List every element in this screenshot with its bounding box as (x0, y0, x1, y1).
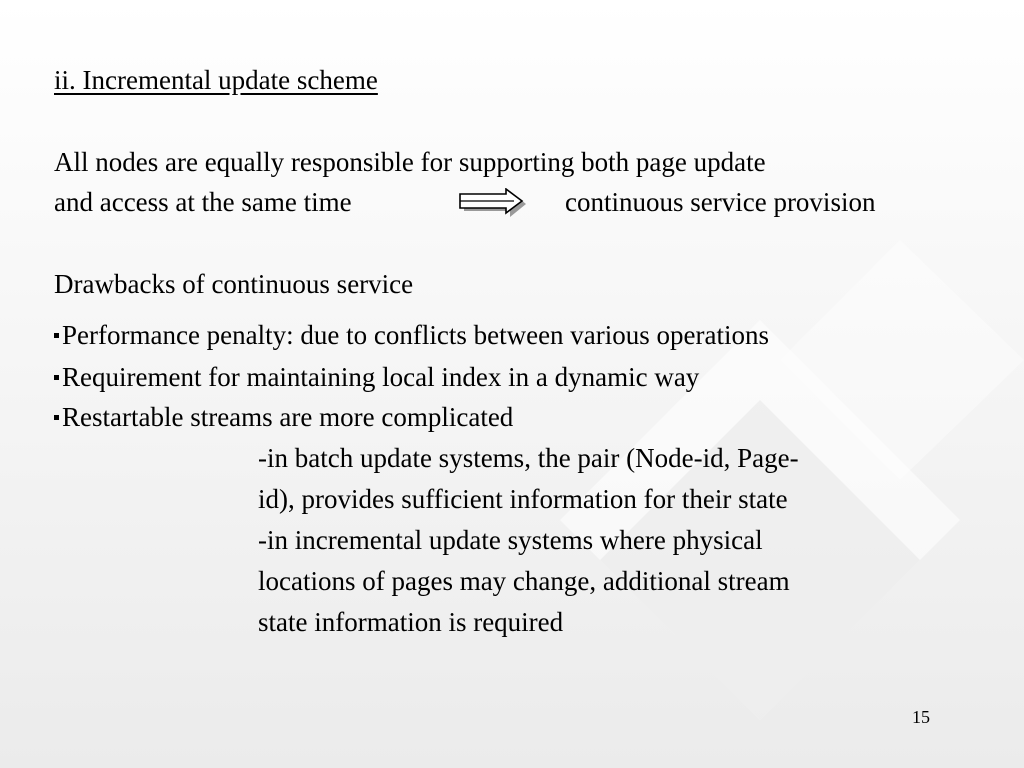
intro-line-2-right: continuous service provision (565, 187, 876, 217)
bullet-icon (54, 375, 59, 380)
sub-point-line: state information is required (258, 607, 564, 637)
bullet-text: Requirement for maintaining local index in a dynamic way (62, 362, 700, 392)
right-arrow-icon (458, 188, 530, 218)
bullet-text: Restartable streams are more complicated (62, 402, 514, 432)
sub-point-line: locations of pages may change, additional stream (258, 566, 790, 596)
bullet-item (54, 315, 769, 355)
sub-point-line: -in incremental update systems where physical (258, 525, 763, 555)
bullet-item (54, 357, 699, 397)
intro-line-1: All nodes are equally responsible for supporting both page update (54, 147, 766, 177)
sub-point-line: id), provides sufficient information for their state (258, 484, 788, 514)
sub-point-line: -in batch update systems, the pair (Node-id, Page- (258, 443, 799, 473)
page-number: 15 (912, 707, 930, 727)
bullet-icon (54, 415, 59, 420)
drawbacks-heading: Drawbacks of continuous service (54, 269, 414, 299)
intro-line-2-left: and access at the same time (54, 187, 352, 217)
bullet-icon (54, 333, 59, 338)
bullet-item (54, 397, 513, 437)
bullet-text: Performance penalty: due to conflicts between various operations (62, 320, 770, 350)
slide-title: ii. Incremental update scheme (54, 65, 378, 95)
